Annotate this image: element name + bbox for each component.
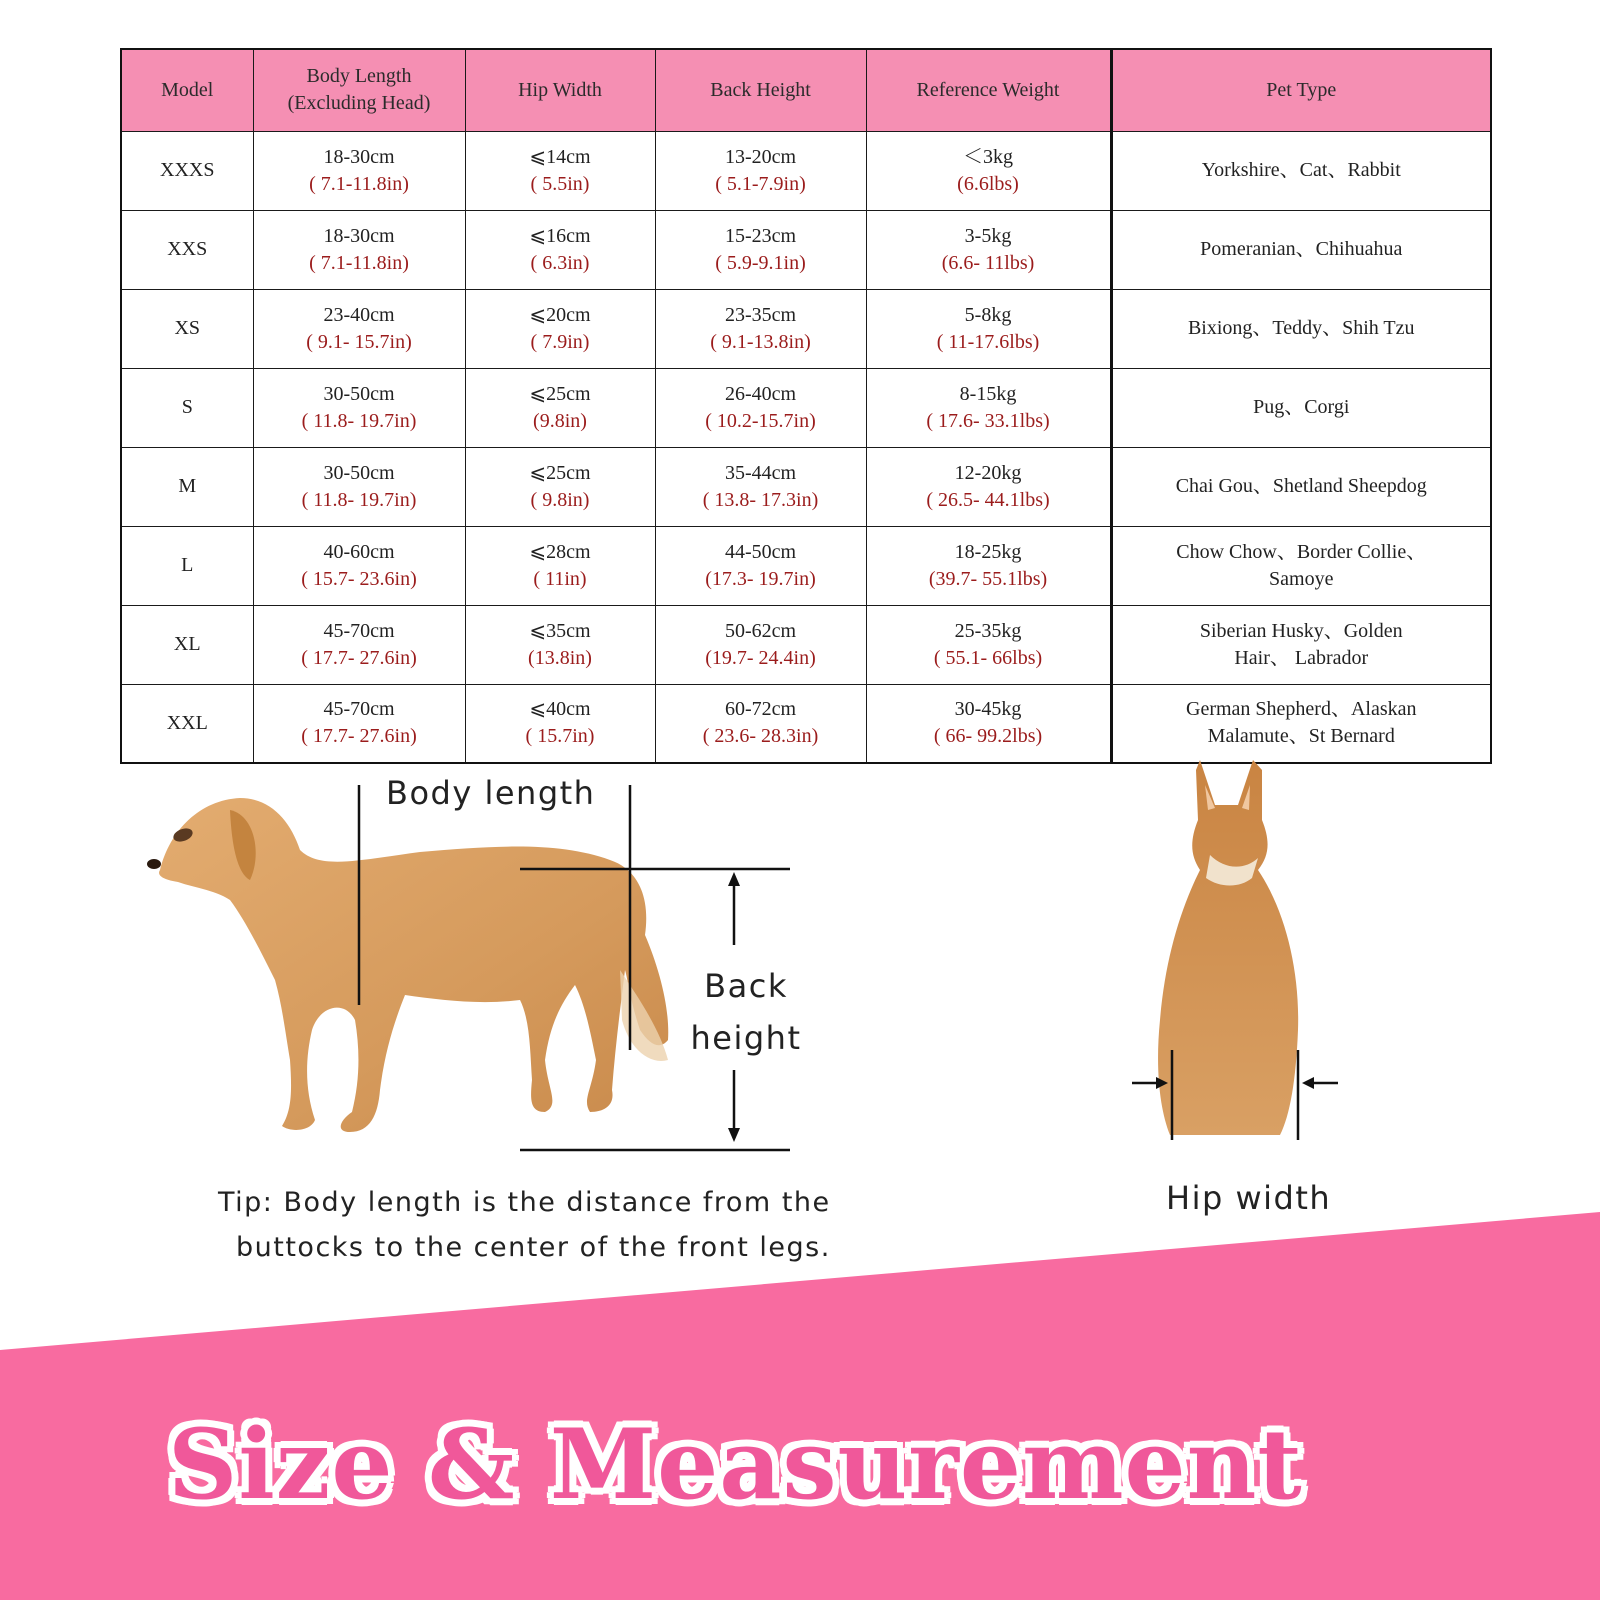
model-cell: S: [121, 368, 253, 447]
reference-weight-cell: [866, 447, 1111, 526]
back-height-in: ( 13.8- 17.3in): [702, 488, 819, 511]
body-length-in: ( 11.8- 19.7in): [301, 488, 417, 511]
back-height-cell: [655, 605, 866, 684]
back-height-in: (19.7- 24.4in): [705, 646, 816, 669]
pet-type-line1: Bixiong、Teddy、Shih Tzu: [1187, 317, 1415, 339]
model-cell: L: [121, 526, 253, 605]
weight-kg: 5-8kg: [964, 303, 1012, 326]
pet-type-line1: Pomeranian、Chihuahua: [1200, 238, 1403, 260]
body-length-cm: 30-50cm: [323, 461, 395, 484]
body-length-cm: 18-30cm: [323, 145, 395, 168]
body-length-cell: [253, 289, 465, 368]
pet-type-line1: Chai Gou、Shetland Sheepdog: [1175, 475, 1427, 497]
table-row: [121, 605, 1491, 684]
pet-type-cell: [1111, 684, 1491, 763]
hip-width-cell: [465, 131, 655, 210]
table-row: [121, 684, 1491, 763]
hip-width-in: ( 5.5in): [530, 172, 590, 195]
body-length-cm: 30-50cm: [323, 382, 395, 405]
body-length-label: Body length: [386, 774, 596, 812]
header-back-height: Back Height: [655, 49, 866, 131]
hip-width-cm: ⩽25cm: [529, 461, 591, 484]
back-height-label: [676, 960, 816, 1064]
body-length-in: ( 17.7- 27.6in): [301, 725, 417, 748]
weight-lbs: (6.6- 11lbs): [941, 251, 1035, 274]
weight-lbs: ( 17.6- 33.1lbs): [926, 409, 1050, 432]
reference-weight-cell: [866, 131, 1111, 210]
hip-width-label: Hip width: [1166, 1179, 1332, 1217]
pet-type-line1: German Shepherd、Alaskan: [1186, 698, 1417, 721]
weight-kg: 18-25kg: [954, 540, 1022, 563]
back-height-in: ( 23.6- 28.3in): [702, 725, 819, 748]
golden-retriever-image: [147, 798, 668, 1132]
weight-kg: 30-45kg: [954, 698, 1022, 721]
pet-type-cell: [1111, 210, 1491, 289]
back-height-cm: 26-40cm: [724, 382, 797, 405]
table-row: [121, 447, 1491, 526]
back-height-up-arrow-icon: [728, 872, 740, 945]
body-length-cell: [253, 131, 465, 210]
header-reference-weight: Reference Weight: [866, 49, 1111, 131]
hip-width-in: ( 6.3in): [530, 251, 590, 274]
weight-lbs: (39.7- 55.1lbs): [928, 567, 1048, 590]
body-length-cell: [253, 684, 465, 763]
reference-weight-cell: [866, 684, 1111, 763]
body-length-cell: [253, 447, 465, 526]
weight-kg: 3-5kg: [964, 224, 1012, 247]
back-height-cm: 15-23cm: [724, 224, 797, 247]
table-row: [121, 526, 1491, 605]
hip-width-cm: ⩽16cm: [529, 224, 591, 247]
reference-weight-cell: [866, 368, 1111, 447]
hip-width-cm: ⩽20cm: [529, 303, 591, 326]
hip-width-cell: [465, 526, 655, 605]
header-body-length: [253, 49, 465, 131]
back-height-cell: [655, 447, 866, 526]
weight-lbs: ( 55.1- 66lbs): [933, 646, 1043, 669]
reference-weight-cell: [866, 605, 1111, 684]
hip-width-in: ( 11in): [533, 567, 587, 590]
back-height-cell: [655, 131, 866, 210]
weight-kg: 25-35kg: [954, 619, 1022, 642]
hip-width-in: ( 7.9in): [530, 330, 590, 353]
body-length-cell: [253, 210, 465, 289]
back-height-cm: 13-20cm: [724, 145, 797, 168]
tip-line-2: buttocks to the center of the front legs.: [236, 1232, 831, 1263]
hip-width-cell: [465, 447, 655, 526]
weight-lbs: ( 66- 99.2lbs): [933, 725, 1043, 748]
back-height-cell: [655, 368, 866, 447]
back-height-in: ( 5.1-7.9in): [715, 172, 806, 195]
pet-type-cell: [1111, 289, 1491, 368]
body-length-cm: 40-60cm: [323, 540, 395, 563]
hip-width-cm: ⩽25cm: [529, 382, 591, 405]
size-chart-table: [120, 48, 1492, 764]
hip-width-cm: ⩽28cm: [529, 540, 591, 563]
hip-width-cell: [465, 605, 655, 684]
pet-type-cell: [1111, 447, 1491, 526]
header-body-length-line1: Body Length: [306, 65, 412, 88]
back-height-cell: [655, 210, 866, 289]
pet-type-line1: Yorkshire、Cat、Rabbit: [1201, 159, 1401, 181]
pet-type-cell: [1111, 526, 1491, 605]
weight-lbs: ( 11-17.6lbs): [936, 330, 1040, 353]
header-pet-type: Pet Type: [1111, 49, 1491, 131]
weight-kg: 12-20kg: [954, 461, 1022, 484]
pet-type-line2: Malamute、St Bernard: [1207, 725, 1395, 748]
model-cell: XXL: [121, 684, 253, 763]
table-row: [121, 210, 1491, 289]
pink-banner: [0, 1200, 1600, 1600]
back-height-label-line1: Back: [704, 967, 788, 1005]
weight-lbs: (6.6lbs): [957, 172, 1019, 195]
pet-type-line1: Pug、Corgi: [1253, 396, 1350, 418]
body-length-in: ( 7.1-11.8in): [309, 251, 409, 274]
pet-type-line1: Chow Chow、Border Collie、: [1176, 540, 1427, 563]
header-model: Model: [121, 49, 253, 131]
weight-kg: 8-15kg: [959, 382, 1017, 405]
hip-width-cell: [465, 368, 655, 447]
hip-width-cm: ⩽35cm: [529, 619, 591, 642]
back-height-cell: [655, 684, 866, 763]
hip-width-cell: [465, 210, 655, 289]
pet-type-cell: [1111, 605, 1491, 684]
back-height-in: ( 10.2-15.7in): [705, 409, 816, 432]
back-height-in: ( 9.1-13.8in): [710, 330, 811, 353]
corgi-rear-image: [1158, 760, 1298, 1135]
body-length-cell: [253, 526, 465, 605]
pet-type-cell: [1111, 131, 1491, 210]
table-row: [121, 131, 1491, 210]
model-cell: XL: [121, 605, 253, 684]
hip-width-in: (9.8in): [533, 409, 587, 432]
body-length-in: ( 15.7- 23.6in): [301, 567, 417, 590]
body-length-in: ( 7.1-11.8in): [309, 172, 409, 195]
back-height-label-line2: height: [690, 1019, 802, 1057]
body-length-in: ( 17.7- 27.6in): [301, 646, 417, 669]
hip-width-cell: [465, 289, 655, 368]
model-cell: XS: [121, 289, 253, 368]
table-row: [121, 368, 1491, 447]
weight-kg: ＜3kg: [963, 145, 1013, 168]
body-length-in: ( 11.8- 19.7in): [301, 409, 417, 432]
model-cell: XXS: [121, 210, 253, 289]
pet-type-line2: Hair、 Labrador: [1234, 646, 1369, 669]
table-header-row: [121, 49, 1491, 131]
reference-weight-cell: [866, 210, 1111, 289]
hip-width-in: ( 15.7in): [525, 725, 595, 748]
body-length-in: ( 9.1- 15.7in): [306, 330, 412, 353]
tip-line-1: Tip: Body length is the distance from the: [218, 1187, 831, 1218]
back-height-cm: 44-50cm: [724, 540, 797, 563]
back-height-cm: 35-44cm: [724, 461, 797, 484]
header-hip-width: Hip Width: [465, 49, 655, 131]
back-height-cm: 60-72cm: [724, 698, 797, 721]
back-height-in: ( 5.9-9.1in): [715, 251, 806, 274]
back-height-cell: [655, 289, 866, 368]
body-length-cm: 45-70cm: [323, 698, 395, 721]
body-length-cm: 45-70cm: [323, 619, 395, 642]
back-height-cm: 50-62cm: [724, 619, 797, 642]
hip-width-in: ( 9.8in): [530, 488, 590, 511]
body-length-cm: 23-40cm: [323, 303, 395, 326]
weight-lbs: ( 26.5- 44.1lbs): [926, 488, 1050, 511]
back-height-down-arrow-icon: [728, 1070, 740, 1142]
pet-type-line2: Samoye: [1269, 567, 1334, 590]
back-height-cell: [655, 526, 866, 605]
body-length-cm: 18-30cm: [323, 224, 395, 247]
body-length-cell: [253, 605, 465, 684]
header-body-length-line2: (Excluding Head): [287, 92, 431, 115]
hip-width-cm: ⩽14cm: [529, 145, 591, 168]
size-measurement-title: Size & Measurement: [168, 1408, 1303, 1521]
model-cell: XXXS: [121, 131, 253, 210]
hip-width-cell: [465, 684, 655, 763]
reference-weight-cell: [866, 289, 1111, 368]
table-body: [121, 131, 1491, 763]
back-height-cm: 23-35cm: [724, 303, 797, 326]
table-row: [121, 289, 1491, 368]
reference-weight-cell: [866, 526, 1111, 605]
pet-type-cell: [1111, 368, 1491, 447]
model-cell: M: [121, 447, 253, 526]
body-length-cell: [253, 368, 465, 447]
hip-width-right-arrow-icon: [1302, 1077, 1338, 1089]
back-height-in: (17.3- 19.7in): [705, 567, 816, 590]
hip-width-in: (13.8in): [528, 646, 592, 669]
hip-width-cm: ⩽40cm: [529, 698, 591, 721]
pet-type-line1: Siberian Husky、Golden: [1199, 619, 1403, 642]
